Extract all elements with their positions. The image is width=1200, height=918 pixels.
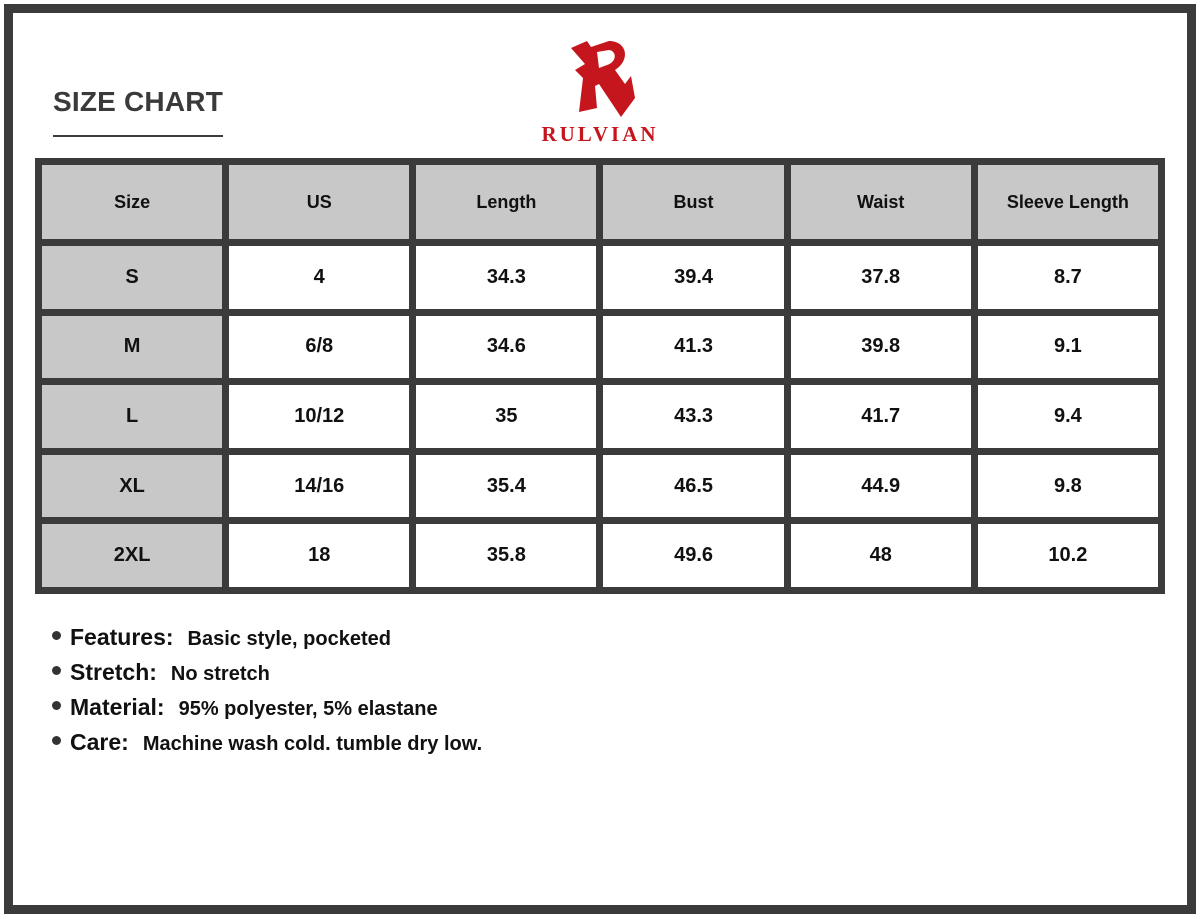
detail-item-stretch: [52, 659, 482, 694]
table-row: [42, 455, 1158, 518]
length-cell: 35.8: [416, 524, 596, 587]
detail-label: Material:: [70, 694, 165, 720]
column-header-length: Length: [416, 165, 596, 239]
column-header-sleeve-length: Sleeve Length: [978, 165, 1158, 239]
us-cell: 18: [229, 524, 409, 587]
bust-cell: 39.4: [603, 246, 783, 309]
us-cell: 4: [229, 246, 409, 309]
size-cell: M: [42, 316, 222, 379]
us-cell: 10/12: [229, 385, 409, 448]
product-details-list: [52, 624, 482, 764]
bust-cell: 41.3: [603, 316, 783, 379]
detail-item-features: [52, 624, 482, 659]
detail-label: Care:: [70, 729, 129, 755]
size-cell: L: [42, 385, 222, 448]
bust-cell: 46.5: [603, 455, 783, 518]
size-cell: 2XL: [42, 524, 222, 587]
waist-cell: 41.7: [791, 385, 971, 448]
size-cell: XL: [42, 455, 222, 518]
length-cell: 34.6: [416, 316, 596, 379]
detail-value: Machine wash cold. tumble dry low.: [142, 733, 483, 755]
column-header-waist: Waist: [791, 165, 971, 239]
length-cell: 34.3: [416, 246, 596, 309]
us-cell: 6/8: [229, 316, 409, 379]
brand-logo: [529, 38, 671, 146]
column-header-us: US: [229, 165, 409, 239]
bullet-icon: [52, 666, 61, 675]
waist-cell: 39.8: [791, 316, 971, 379]
rulvian-r-logo-icon: [565, 38, 637, 118]
bullet-icon: [52, 631, 61, 640]
page-title: SIZE CHART: [53, 86, 223, 117]
sleeve-length-cell: 9.1: [978, 316, 1158, 379]
table-row: [42, 385, 1158, 448]
title-underline: [53, 135, 223, 137]
bust-cell: 49.6: [603, 524, 783, 587]
detail-label: Features:: [70, 624, 174, 650]
length-cell: 35.4: [416, 455, 596, 518]
brand-name: RULVIAN: [541, 122, 659, 146]
us-cell: 14/16: [229, 455, 409, 518]
detail-value: No stretch: [170, 663, 270, 685]
detail-label: Stretch:: [70, 659, 157, 685]
waist-cell: 37.8: [791, 246, 971, 309]
waist-cell: 44.9: [791, 455, 971, 518]
detail-item-material: [52, 694, 482, 729]
column-header-bust: Bust: [603, 165, 783, 239]
length-cell: 35: [416, 385, 596, 448]
sleeve-length-cell: 9.4: [978, 385, 1158, 448]
size-cell: S: [42, 246, 222, 309]
sleeve-length-cell: 9.8: [978, 455, 1158, 518]
bust-cell: 43.3: [603, 385, 783, 448]
table-header-row: [42, 165, 1158, 239]
bullet-icon: [52, 736, 61, 745]
table-row: [42, 316, 1158, 379]
detail-item-care: [52, 729, 482, 764]
detail-value: 95% polyester, 5% elastane: [178, 698, 438, 720]
sleeve-length-cell: 10.2: [978, 524, 1158, 587]
table-row: [42, 524, 1158, 587]
column-header-size: Size: [42, 165, 222, 239]
sleeve-length-cell: 8.7: [978, 246, 1158, 309]
size-table: [35, 158, 1165, 594]
bullet-icon: [52, 701, 61, 710]
table-row: [42, 246, 1158, 309]
waist-cell: 48: [791, 524, 971, 587]
detail-value: Basic style, pocketed: [187, 628, 391, 650]
